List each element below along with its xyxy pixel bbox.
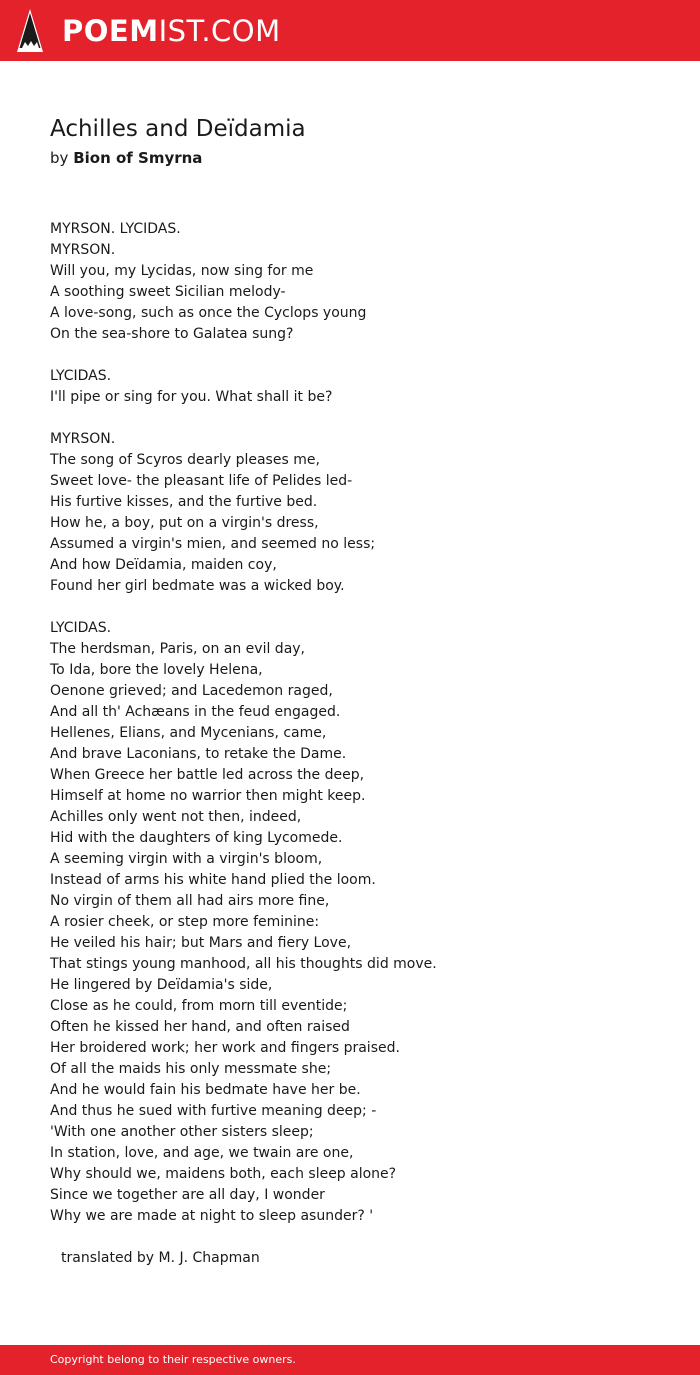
poem-line: A seeming virgin with a virgin's bloom, — [50, 851, 323, 867]
site-header — [0, 0, 700, 61]
poem-body — [50, 219, 670, 1227]
poem-line: On the sea-shore to Galatea sung? — [50, 326, 294, 342]
stanza-break — [50, 597, 670, 618]
translator-credit: translated by M. J. Chapman — [61, 1250, 260, 1266]
poem-line: A soothing sweet Sicilian melody- — [50, 284, 286, 300]
by-label: by — [50, 149, 69, 167]
poem-line: And thus he sued with furtive meaning deep; - — [50, 1103, 377, 1119]
poem-line: He veiled his hair; but Mars and fiery Love, — [50, 935, 352, 951]
poem-line: Close as he could, from morn till eventide; — [50, 998, 348, 1014]
byline — [50, 149, 202, 167]
poem-line: Of all the maids his only messmate she; — [50, 1061, 332, 1077]
poem-line: And all th' Achæans in the feud engaged. — [50, 704, 341, 720]
poem-line: To Ida, bore the lovely Helena, — [50, 662, 263, 678]
poem-line: Sweet love- the pleasant life of Pelides led- — [50, 473, 353, 489]
poem-line: I'll pipe or sing for you. What shall it be? — [50, 389, 333, 405]
site-logo[interactable] — [62, 13, 281, 49]
poem-line: His furtive kisses, and the furtive bed. — [50, 494, 318, 510]
poem-line: Oenone grieved; and Lacedemon raged, — [50, 683, 333, 699]
poem-line: 'With one another other sisters sleep; — [50, 1124, 314, 1140]
poem-line: The herdsman, Paris, on an evil day, — [50, 641, 306, 657]
poem-line: Instead of arms his white hand plied the loom. — [50, 872, 376, 888]
brand-light: IST.COM — [158, 14, 281, 48]
poem-line: MYRSON. — [50, 242, 116, 258]
poem-line: Often he kissed her hand, and often raised — [50, 1019, 350, 1035]
poem-title: Achilles and Deïdamia — [50, 116, 306, 142]
stanza-break — [50, 345, 670, 366]
poem-line: Hellenes, Elians, and Mycenians, came, — [50, 725, 327, 741]
stanza-break — [50, 408, 670, 429]
poem-line: LYCIDAS. — [50, 368, 112, 384]
copyright-text: Copyright belong to their respective owners. — [50, 1353, 296, 1366]
poem-line: That stings young manhood, all his thoughts did move. — [50, 956, 437, 972]
poem-line: He lingered by Deïdamia's side, — [50, 977, 273, 993]
poem-line: When Greece her battle led across the deep, — [50, 767, 365, 783]
poem-line: MYRSON. — [50, 431, 116, 447]
poem-line: And brave Laconians, to retake the Dame. — [50, 746, 347, 762]
site-footer — [0, 1345, 700, 1375]
poem-line: Since we together are all day, I wonder — [50, 1187, 325, 1203]
poem-line: Assumed a virgin's mien, and seemed no less; — [50, 536, 376, 552]
poem-line: A love-song, such as once the Cyclops young — [50, 305, 367, 321]
poem-line: Will you, my Lycidas, now sing for me — [50, 263, 314, 279]
poem-line: Achilles only went not then, indeed, — [50, 809, 302, 825]
poem-line: Why we are made at night to sleep asunder? ' — [50, 1208, 374, 1224]
poem-line: LYCIDAS. — [50, 620, 112, 636]
poem-line: Hid with the daughters of king Lycomede. — [50, 830, 343, 846]
author-link[interactable]: Bion of Smyrna — [73, 149, 203, 167]
poem-line: Found her girl bedmate was a wicked boy. — [50, 578, 345, 594]
poem-line: Himself at home no warrior then might keep. — [50, 788, 366, 804]
brand-bold: POEM — [62, 14, 159, 48]
poem-line: And he would fain his bedmate have her be. — [50, 1082, 361, 1098]
poem-line: And how Deïdamia, maiden coy, — [50, 557, 277, 573]
poem-line: Her broidered work; her work and fingers praised. — [50, 1040, 400, 1056]
pencil-icon[interactable] — [17, 9, 43, 52]
poem-line: Why should we, maidens both, each sleep alone? — [50, 1166, 397, 1182]
poem-line: A rosier cheek, or step more feminine: — [50, 914, 320, 930]
poem-line: In station, love, and age, we twain are one, — [50, 1145, 354, 1161]
poem-line: MYRSON. LYCIDAS. — [50, 221, 181, 237]
poem-line: No virgin of them all had airs more fine, — [50, 893, 330, 909]
poem-line: The song of Scyros dearly pleases me, — [50, 452, 320, 468]
poem-line: How he, a boy, put on a virgin's dress, — [50, 515, 319, 531]
